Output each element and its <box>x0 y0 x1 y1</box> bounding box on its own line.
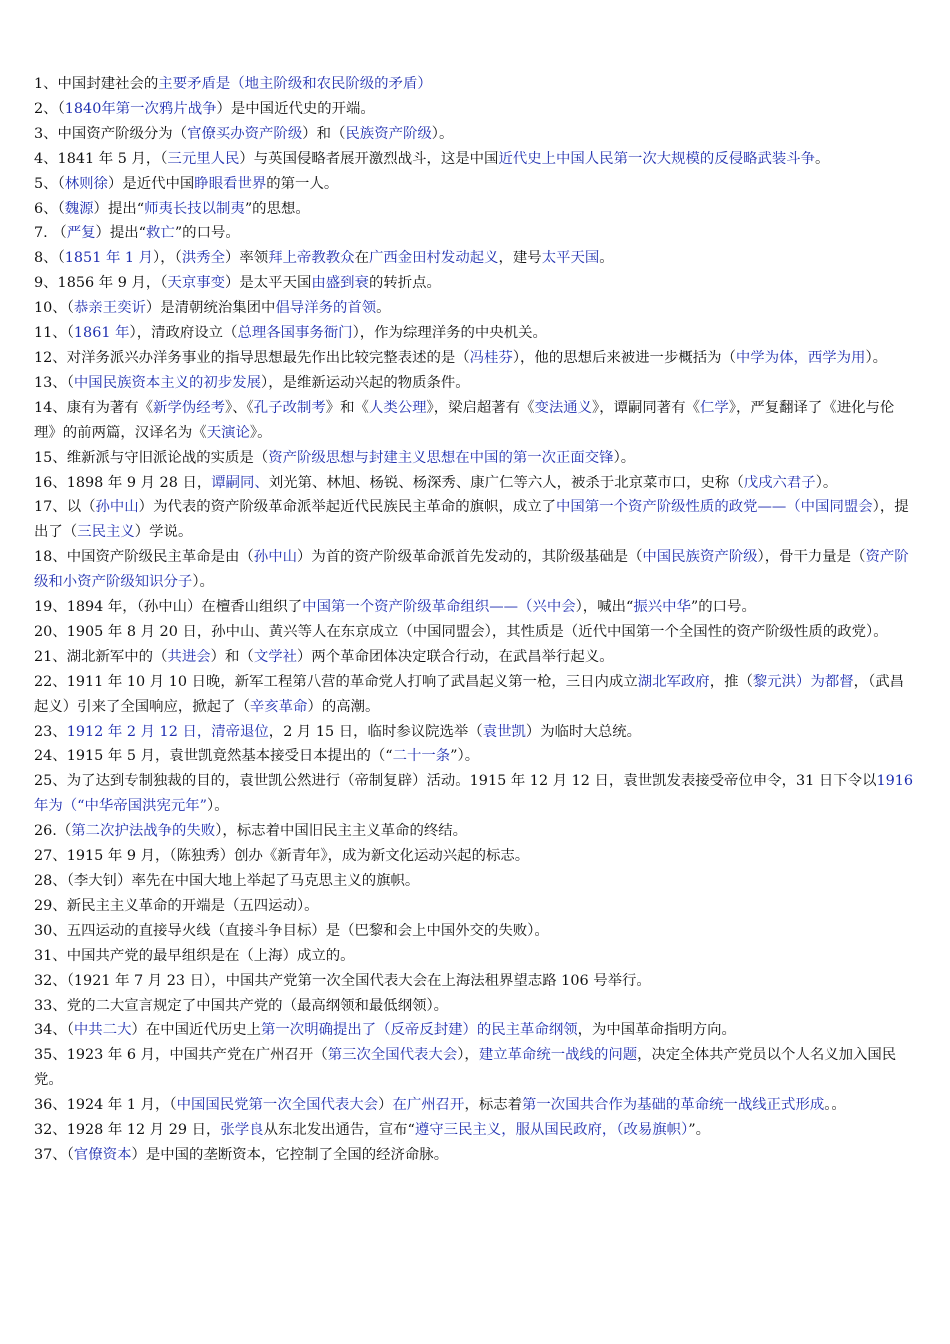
text-segment: 32、1928 年 12 月 29 日， <box>34 1122 221 1139</box>
text-segment: ），作为综理洋务的中央机关。 <box>352 325 547 342</box>
highlighted-text: 张学良 <box>220 1122 264 1139</box>
highlighted-text: 1912 年 2 月 12 日，清帝退位 <box>66 723 269 740</box>
highlighted-text: 洪秀全 <box>181 250 226 267</box>
list-item <box>34 744 914 769</box>
text-segment: ）和（ <box>302 125 346 142</box>
text-segment: ）。 <box>815 474 838 491</box>
text-segment: ），骨干力量是（ <box>757 549 866 566</box>
list-item <box>34 296 914 321</box>
text-segment: ）提出“ <box>95 225 147 242</box>
highlighted-text: 共进会 <box>167 648 211 665</box>
highlighted-text: 资产阶级和小资产阶级知识分子 <box>34 549 909 591</box>
text-segment: 1、中国封建社会的 <box>34 76 159 92</box>
list-item <box>34 122 914 147</box>
text-segment: 》，梁启超著有《 <box>426 399 535 416</box>
list-item <box>34 595 914 620</box>
list-item <box>34 670 914 720</box>
text-segment: ）是清朝统治集团中 <box>145 300 276 317</box>
highlighted-text: 三元里人民 <box>167 150 240 167</box>
text-segment: ”的思想。 <box>244 200 310 217</box>
text-segment: 18、中国资产阶级民主革命是由（ <box>34 549 254 566</box>
text-segment: ），标志着中国旧民主主义革命的终结。 <box>215 823 468 840</box>
highlighted-text: 中国第一个资产阶级革命组织——（兴中会 <box>302 599 576 616</box>
text-segment: ）是近代中国 <box>107 175 195 192</box>
highlighted-text: 中共二大 <box>73 1022 132 1039</box>
text-segment: 14、康有为著有《 <box>34 399 154 416</box>
highlighted-text: 救亡 <box>146 225 175 242</box>
highlighted-text: 第一次国共合作为基础的革命统一战线正式形成 <box>522 1097 825 1114</box>
list-item <box>34 844 914 869</box>
text-segment: ），喊出“ <box>575 599 634 616</box>
highlighted-text: 冯桂芬 <box>469 349 513 366</box>
highlighted-text: 1916 年为（“中华帝国洪宪元年” <box>34 773 914 815</box>
list-item <box>34 72 914 97</box>
text-segment: ）是中国的垄断资本，它控制了全国的经济命脉。 <box>131 1146 449 1163</box>
text-segment: ）是中国近代史的开端。 <box>216 100 375 117</box>
text-segment: ，标志着 <box>464 1097 523 1114</box>
text-segment: 32、（1921 年 7 月 23 日），中国共产党第一次全国代表大会在上海法租界望志路 106 号举行。 <box>34 972 651 989</box>
text-segment: 》，谭嗣同著有《 <box>592 399 700 416</box>
list-item <box>34 197 914 222</box>
text-segment: ”。 <box>688 1122 711 1139</box>
list-item <box>34 221 914 246</box>
highlighted-text: 第二次护法战争的失败 <box>71 823 216 840</box>
text-segment: ），是维新运动兴起的物质条件。 <box>261 374 470 391</box>
text-segment: ），清政府设立（ <box>129 325 238 342</box>
text-segment: 。 <box>815 150 830 167</box>
highlighted-text: 师夷长技以制夷 <box>144 200 245 217</box>
highlighted-text: 二十一条 <box>392 748 451 765</box>
highlighted-text: 孔子改制考 <box>253 399 326 416</box>
list-item <box>34 919 914 944</box>
highlighted-text: 中学为体，西学为用 <box>735 349 866 366</box>
text-segment: 25、为了达到专制独裁的目的，袁世凯公然进行（帝制复辟）活动。1915 年 12 月 12 日，袁世凯发表接受帝位申令，31 日下令以 <box>34 773 877 790</box>
text-segment: 7. （ <box>34 225 67 242</box>
text-segment: ”的口号。 <box>690 599 756 616</box>
highlighted-text: 太平天国 <box>541 250 600 267</box>
highlighted-text: 新学伪经考 <box>153 399 226 416</box>
list-item <box>34 1093 914 1118</box>
text-segment: 26.（ <box>34 823 72 840</box>
text-segment: 36、1924 年 1 月，（ <box>34 1097 177 1114</box>
text-segment: 6、（ <box>34 200 65 217</box>
text-segment: ）与英国侵略者展开激烈战斗，这是中国 <box>239 150 499 167</box>
text-segment: 4、1841 年 5 月，（ <box>34 150 168 167</box>
highlighted-text: 近代史上中国人民第一次大规模的反侵略武装斗争 <box>498 150 816 167</box>
list-item <box>34 545 914 595</box>
highlighted-text: 主要矛盾是（地主阶级和农民阶级的矛盾） <box>158 76 432 92</box>
text-segment: 。 <box>376 300 391 317</box>
highlighted-text: 资产阶级思想与封建主义思想在中国的第一次正面交锋 <box>268 449 614 466</box>
text-segment: ”）。 <box>450 748 480 765</box>
list-item <box>34 147 914 172</box>
text-segment: 10、（ <box>34 300 74 317</box>
text-segment: 16、1898 年 9 月 28 日， <box>34 474 212 491</box>
text-segment: 20、1905 年 8 月 20 日，孙中山、黄兴等人在东京成立（中国同盟会），其性质是（近代中国第一个全国性的资产阶级性质的政党）。 <box>34 623 888 640</box>
text-segment: ），提出了（ <box>34 499 909 541</box>
highlighted-text: 建立革命统一战线的问题 <box>478 1047 638 1064</box>
text-segment: ），（ <box>153 250 182 267</box>
text-segment: 。。 <box>824 1097 846 1114</box>
highlighted-text: 仁学 <box>699 399 729 416</box>
text-segment: ）和（ <box>210 648 254 665</box>
text-segment: ，（武昌起义）引来了全国响应，掀起了（ <box>34 673 904 715</box>
text-segment: 》，严复翻译了《进化与伦理》的前两篇，汉译名为《 <box>34 399 895 441</box>
highlighted-text: 官僚买办资产阶级 <box>187 125 303 142</box>
highlighted-text: 湖北军政府 <box>637 673 710 690</box>
text-segment: 3、中国资产阶级分为（ <box>34 125 188 142</box>
text-segment: ，为中国革命指明方向。 <box>577 1022 736 1039</box>
list-item <box>34 894 914 919</box>
highlighted-text: 遵守三民主义，服从国民政府，（改易旗帜） <box>414 1122 689 1139</box>
highlighted-text: 恭亲王奕䜣 <box>73 300 146 317</box>
text-segment: ）为临时大总统。 <box>525 723 642 740</box>
text-segment: ）是太平天国 <box>225 275 312 292</box>
highlighted-text: 孙中山 <box>95 499 139 516</box>
highlighted-text: 拜上帝教教众 <box>268 250 355 267</box>
list-item <box>34 969 914 994</box>
highlighted-text: 袁世凯 <box>482 723 526 740</box>
list-item <box>34 271 914 296</box>
highlighted-text: 第三次全国代表大会 <box>327 1047 458 1064</box>
highlighted-text: 振兴中华 <box>633 599 691 616</box>
text-segment: 35、1923 年 6 月，中国共产党在广州召开（ <box>34 1047 328 1064</box>
highlighted-text: 1851 年 1 月 <box>64 250 154 267</box>
highlighted-text: 民族资产阶级 <box>345 125 432 142</box>
text-segment: 。 <box>599 250 614 267</box>
list-item <box>34 620 914 645</box>
highlighted-text: 天演论 <box>206 424 250 441</box>
highlighted-text: 辛亥革命 <box>249 698 308 715</box>
text-segment: 28、（李大钊）率先在中国大地上举起了马克思主义的旗帜。 <box>34 873 420 889</box>
text-segment: ）。 <box>613 449 636 466</box>
text-segment: 17、以（ <box>34 499 96 516</box>
highlighted-text: 严复 <box>66 225 96 242</box>
list-item <box>34 819 914 844</box>
list-item <box>34 396 914 446</box>
list-item <box>34 371 914 396</box>
text-segment: ）提出“ <box>93 200 145 217</box>
document-body <box>34 72 914 1168</box>
text-segment: ，决定全体共产党员以个人名义加入国民党。 <box>34 1047 897 1089</box>
list-item <box>34 1118 914 1143</box>
highlighted-text: 官僚资本 <box>73 1146 132 1163</box>
text-segment: 29、新民主主义革命的开端是（五四运动）。 <box>34 897 319 914</box>
highlighted-text: 1861 年 <box>73 325 130 342</box>
text-segment: ）。 <box>207 798 229 815</box>
highlighted-text: 由盛到衰 <box>311 275 369 292</box>
text-segment: ，推（ <box>709 673 753 690</box>
list-item <box>34 346 914 371</box>
list-item <box>34 495 914 545</box>
text-segment: ）在中国近代历史上 <box>131 1022 262 1039</box>
highlighted-text: 魏源 <box>64 200 94 217</box>
text-segment: 12、对洋务派兴办洋务事业的指导思想最先作出比较完整表述的是（ <box>34 349 470 366</box>
highlighted-text: 三民主义 <box>77 524 135 541</box>
text-segment: ”的口号。 <box>174 225 240 242</box>
list-item <box>34 1143 914 1168</box>
text-segment: ）学说。 <box>134 524 193 541</box>
list-item <box>34 321 914 346</box>
text-segment: 的第一人。 <box>266 175 339 192</box>
text-segment: 27、1915 年 9 月，（陈独秀）创办《新青年》，成为新文化运动兴起的标志。 <box>34 848 530 865</box>
highlighted-text: 睁眼看世界 <box>194 175 267 192</box>
text-segment: ）为代表的资产阶级革命派举起近代民族民主革命的旗帜，成立了 <box>138 499 557 516</box>
highlighted-text: 在广州召开 <box>392 1097 465 1114</box>
highlighted-text: 中国民族资本主义的初步发展 <box>73 374 261 391</box>
list-item <box>34 645 914 670</box>
text-segment: 刘光第、林旭、杨锐、杨深秀、康广仁等六人，被杀于北京菜市口，史称（ <box>268 474 744 491</box>
list-item <box>34 944 914 969</box>
highlighted-text: 谭嗣同、 <box>211 474 269 491</box>
text-segment: 24、1915 年 5 月，袁世凯竟然基本接受日本提出的（“ <box>34 748 393 765</box>
list-item <box>34 869 914 894</box>
highlighted-text: 总理各国事务衙门 <box>237 325 353 342</box>
text-segment: 2、（ <box>34 100 65 117</box>
text-segment: 33、党的二大宣言规定了中国共产党的（最高纲领和最低纲领）。 <box>34 997 449 1014</box>
text-segment: 5、（ <box>34 175 65 192</box>
text-segment: 的转折点。 <box>368 275 441 292</box>
text-segment: 31、中国共产党的最早组织是在（上海）成立的。 <box>34 947 355 964</box>
list-item <box>34 172 914 197</box>
text-segment: 》。 <box>249 424 272 441</box>
highlighted-text: 人类公理 <box>368 399 427 416</box>
highlighted-text: 中国民族资产阶级 <box>642 549 758 566</box>
text-segment: 21、湖北新军中的（ <box>34 648 168 665</box>
text-segment: 在 <box>354 250 369 267</box>
list-item <box>34 471 914 496</box>
text-segment: ）率领 <box>225 250 269 267</box>
highlighted-text: 天京事变 <box>167 275 225 292</box>
text-segment: ）两个革命团体决定联合行动，在武昌举行起义。 <box>297 648 614 665</box>
list-item <box>34 1018 914 1043</box>
text-segment: ） <box>378 1097 393 1114</box>
text-segment: 11、（ <box>34 325 74 342</box>
highlighted-text: 广西金田村发动起义 <box>368 250 499 267</box>
list-item <box>34 97 914 122</box>
text-segment: 》和《 <box>325 399 369 416</box>
text-segment: 8、（ <box>34 250 65 267</box>
text-segment: ，2 月 15 日，临时参议院选举（ <box>268 723 483 740</box>
highlighted-text: 倡导洋务的首领 <box>275 300 377 317</box>
list-item <box>34 446 914 471</box>
text-segment: 23、 <box>34 723 67 740</box>
text-segment: ，建号 <box>498 250 542 267</box>
text-segment: ）。 <box>865 349 888 366</box>
list-item <box>34 720 914 745</box>
text-segment: ）。 <box>431 125 454 142</box>
text-segment: 30、五四运动的直接导火线（直接斗争目标）是（巴黎和会上中国外交的失败）。 <box>34 922 549 939</box>
text-segment: 34、（ <box>34 1022 74 1039</box>
text-segment: 37、（ <box>34 1146 74 1163</box>
list-item <box>34 1043 914 1093</box>
list-item <box>34 994 914 1019</box>
list-item <box>34 246 914 271</box>
text-segment: 9、1856 年 9 月，（ <box>34 275 168 292</box>
text-segment: ）为首的资产阶级革命派首先发动的，其阶级基础是（ <box>296 549 643 566</box>
text-segment: 15、维新派与守旧派论战的实质是（ <box>34 449 269 466</box>
highlighted-text: 戊戌六君子 <box>743 474 816 491</box>
highlighted-text: 文学社 <box>253 648 297 665</box>
highlighted-text: 第一次明确提出了（反帝反封建）的民主革命纲领 <box>261 1022 578 1039</box>
text-segment: ）的高潮。 <box>307 698 380 715</box>
text-segment: ），他的思想后来被进一步概括为（ <box>512 349 736 366</box>
text-segment: 13、（ <box>34 374 74 391</box>
highlighted-text: 1840年第一次鸦片战争 <box>64 100 217 117</box>
text-segment: 》、《 <box>225 399 254 416</box>
highlighted-text: 中国国民党第一次全国代表大会 <box>176 1097 379 1114</box>
highlighted-text: 林则徐 <box>64 175 108 192</box>
text-segment: 19、1894 年，（孙中山）在檀香山组织了 <box>34 599 303 616</box>
text-segment: ）。 <box>192 574 214 591</box>
text-segment: 从东北发出通告，宣布“ <box>263 1122 415 1139</box>
highlighted-text: 孙中山 <box>253 549 297 566</box>
text-segment: 22、1911 年 10 月 10 日晚，新军工程第八营的革命党人打响了武昌起义第一枪，三日内成立 <box>34 673 638 690</box>
text-segment: ）， <box>457 1047 479 1064</box>
highlighted-text: 变法通义 <box>534 399 593 416</box>
highlighted-text: 中国第一个资产阶级性质的政党——（中国同盟会 <box>556 499 873 516</box>
list-item <box>34 769 914 819</box>
highlighted-text: 黎元洪）为都督 <box>752 673 854 690</box>
